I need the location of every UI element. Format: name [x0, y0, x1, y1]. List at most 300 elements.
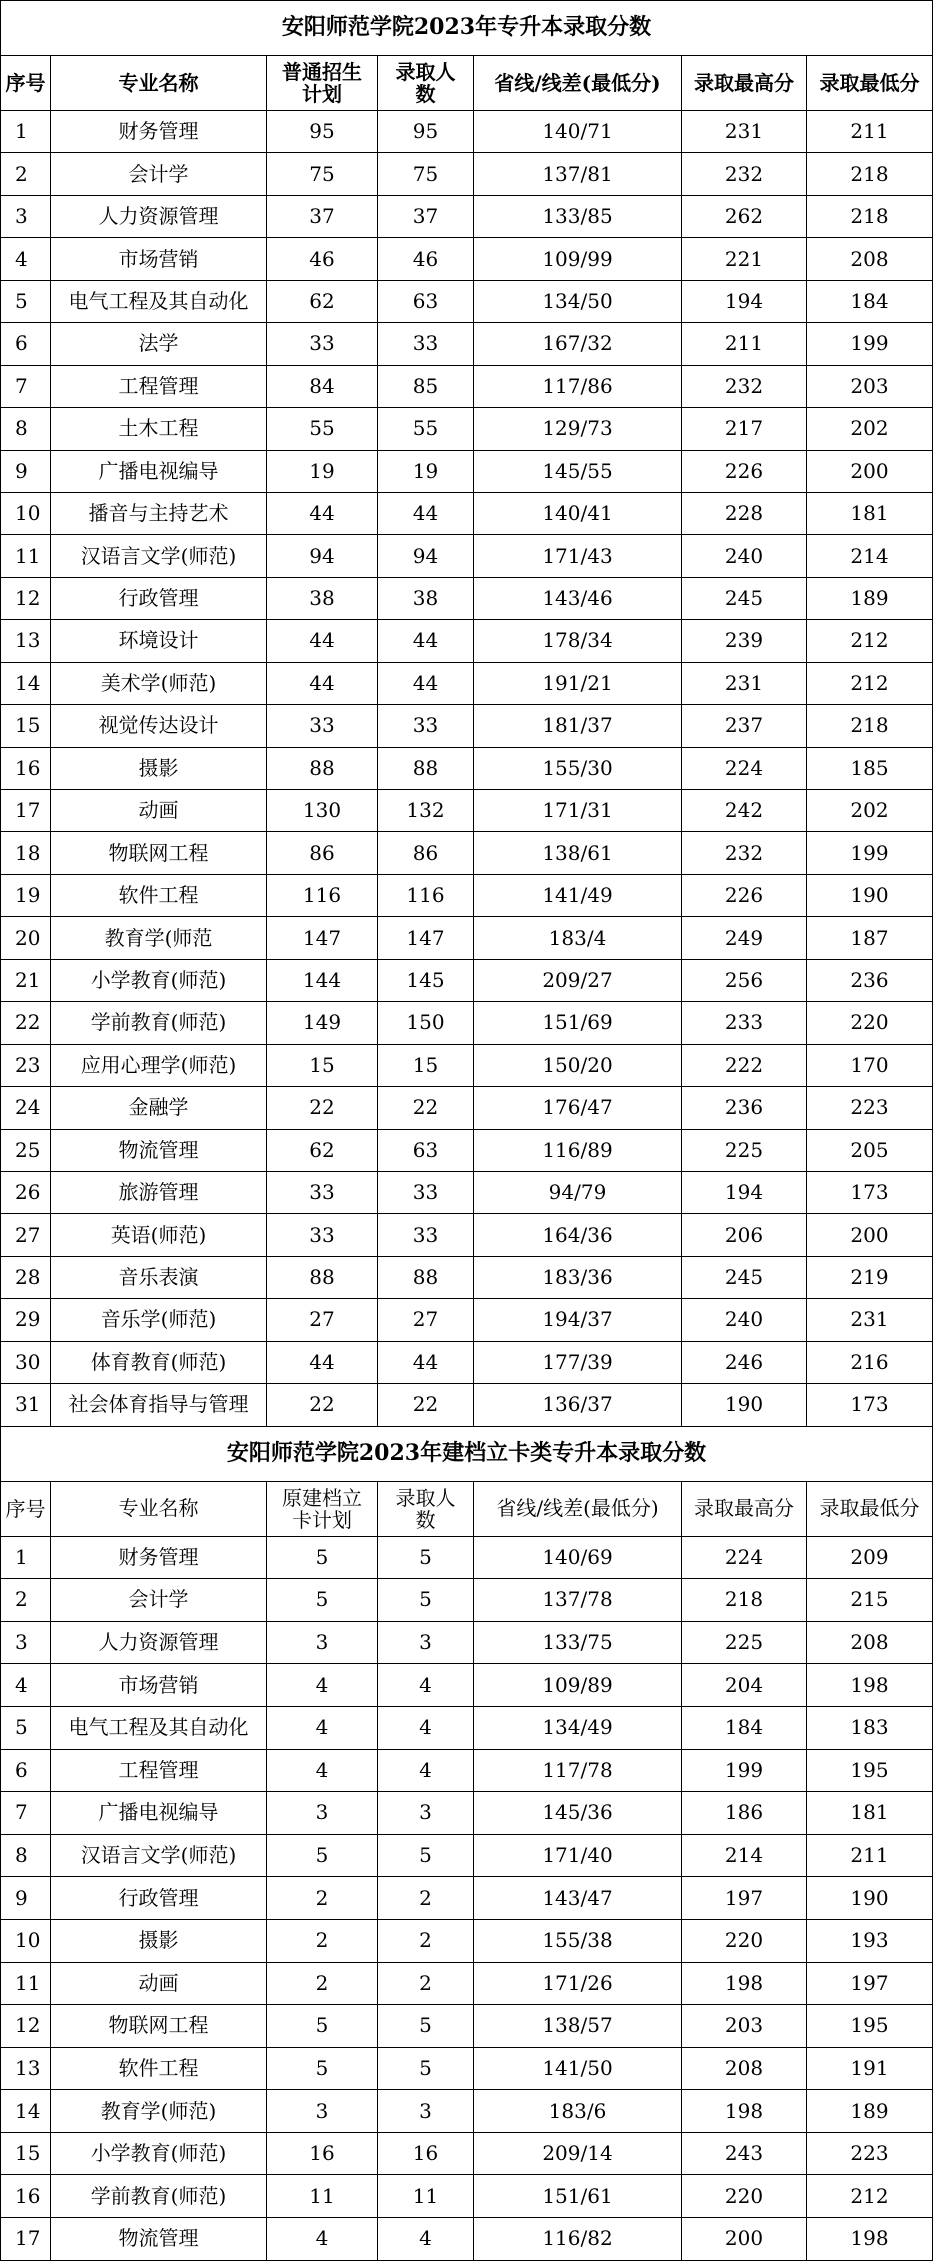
cell-line-diff: 171/26 [474, 1962, 682, 2005]
cell-min-score: 199 [807, 323, 933, 365]
cell-line-diff: 140/41 [474, 492, 682, 534]
cell-admitted: 88 [378, 747, 474, 789]
header-line-diff: 省线/线差(最低分) [474, 56, 682, 111]
cell-line-diff: 209/14 [474, 2132, 682, 2175]
cell-line-diff: 138/57 [474, 2005, 682, 2048]
cell-plan: 5 [267, 2005, 378, 2048]
cell-min-score: 218 [807, 705, 933, 747]
cell-seq: 23 [1, 1044, 51, 1086]
cell-admitted: 33 [378, 1214, 474, 1256]
cell-major: 学前教育(师范) [51, 2175, 267, 2218]
cell-min-score: 199 [807, 832, 933, 874]
cell-line-diff: 178/34 [474, 620, 682, 662]
cell-plan: 11 [267, 2175, 378, 2218]
table-row [1, 1919, 933, 1962]
cell-line-diff: 137/81 [474, 153, 682, 195]
cell-seq: 24 [1, 1087, 51, 1129]
table-row [1, 1087, 933, 1129]
cell-major: 工程管理 [51, 1749, 267, 1792]
cell-plan: 84 [267, 365, 378, 407]
cell-major: 会计学 [51, 1579, 267, 1622]
table-title: 安阳师范学院2023年建档立卡类专升本录取分数 [1, 1426, 933, 1481]
cell-max-score: 225 [682, 1129, 807, 1171]
cell-major: 汉语言文学(师范) [51, 535, 267, 577]
cell-major: 旅游管理 [51, 1171, 267, 1213]
cell-seq: 14 [1, 2090, 51, 2133]
cell-plan: 33 [267, 705, 378, 747]
cell-plan: 44 [267, 492, 378, 534]
cell-admitted: 44 [378, 1341, 474, 1383]
cell-major: 英语(师范) [51, 1214, 267, 1256]
cell-plan: 3 [267, 2090, 378, 2133]
cell-max-score: 199 [682, 1749, 807, 1792]
cell-major: 行政管理 [51, 1877, 267, 1920]
cell-major: 市场营销 [51, 238, 267, 280]
cell-max-score: 220 [682, 2175, 807, 2218]
table-row [1, 1129, 933, 1171]
cell-min-score: 195 [807, 2005, 933, 2048]
cell-seq: 4 [1, 238, 51, 280]
table-row [1, 2047, 933, 2090]
cell-seq: 8 [1, 408, 51, 450]
cell-admitted: 3 [378, 1792, 474, 1835]
cell-plan: 5 [267, 2047, 378, 2090]
cell-admitted: 37 [378, 195, 474, 237]
cell-seq: 17 [1, 790, 51, 832]
table-title: 安阳师范学院2023年专升本录取分数 [1, 1, 933, 56]
cell-min-score: 212 [807, 662, 933, 704]
cell-plan: 44 [267, 662, 378, 704]
table-row [1, 917, 933, 959]
cell-admitted: 4 [378, 1749, 474, 1792]
cell-min-score: 190 [807, 1877, 933, 1920]
cell-plan: 38 [267, 577, 378, 619]
cell-major: 学前教育(师范) [51, 1002, 267, 1044]
cell-line-diff: 109/89 [474, 1664, 682, 1707]
cell-major: 法学 [51, 323, 267, 365]
header-max-score: 录取最高分 [682, 1481, 807, 1536]
cell-admitted: 2 [378, 1962, 474, 2005]
cell-plan: 46 [267, 238, 378, 280]
cell-min-score: 214 [807, 535, 933, 577]
cell-line-diff: 167/32 [474, 323, 682, 365]
cell-admitted: 145 [378, 959, 474, 1001]
cell-plan: 22 [267, 1384, 378, 1426]
cell-plan: 27 [267, 1299, 378, 1341]
cell-max-score: 245 [682, 577, 807, 619]
cell-major: 软件工程 [51, 874, 267, 916]
cell-line-diff: 137/78 [474, 1579, 682, 1622]
cell-line-diff: 140/71 [474, 111, 682, 153]
cell-seq: 13 [1, 620, 51, 662]
table-row [1, 620, 933, 662]
cell-seq: 15 [1, 2132, 51, 2175]
cell-seq: 7 [1, 365, 51, 407]
cell-min-score: 211 [807, 111, 933, 153]
cell-plan: 55 [267, 408, 378, 450]
cell-max-score: 237 [682, 705, 807, 747]
cell-max-score: 240 [682, 535, 807, 577]
cell-seq: 26 [1, 1171, 51, 1213]
cell-min-score: 208 [807, 238, 933, 280]
cell-major: 摄影 [51, 1919, 267, 1962]
table-row [1, 1299, 933, 1341]
section2-header-row [1, 1481, 933, 1536]
cell-line-diff: 150/20 [474, 1044, 682, 1086]
table-row [1, 2090, 933, 2133]
cell-min-score: 195 [807, 1749, 933, 1792]
table-row [1, 1214, 933, 1256]
cell-min-score: 218 [807, 153, 933, 195]
cell-plan: 130 [267, 790, 378, 832]
table-row [1, 1002, 933, 1044]
cell-plan: 44 [267, 1341, 378, 1383]
cell-seq: 9 [1, 450, 51, 492]
cell-min-score: 189 [807, 2090, 933, 2133]
cell-seq: 11 [1, 1962, 51, 2005]
cell-max-score: 204 [682, 1664, 807, 1707]
cell-admitted: 5 [378, 1579, 474, 1622]
cell-line-diff: 145/55 [474, 450, 682, 492]
cell-plan: 37 [267, 195, 378, 237]
cell-admitted: 22 [378, 1087, 474, 1129]
table-row [1, 662, 933, 704]
cell-seq: 30 [1, 1341, 51, 1383]
cell-admitted: 94 [378, 535, 474, 577]
cell-min-score: 236 [807, 959, 933, 1001]
cell-seq: 6 [1, 1749, 51, 1792]
cell-major: 电气工程及其自动化 [51, 1706, 267, 1749]
cell-max-score: 242 [682, 790, 807, 832]
cell-line-diff: 143/47 [474, 1877, 682, 1920]
cell-min-score: 202 [807, 790, 933, 832]
cell-admitted: 63 [378, 1129, 474, 1171]
cell-min-score: 181 [807, 1792, 933, 1835]
cell-seq: 25 [1, 1129, 51, 1171]
cell-line-diff: 181/37 [474, 705, 682, 747]
cell-major: 小学教育(师范) [51, 2132, 267, 2175]
cell-seq: 3 [1, 1621, 51, 1664]
cell-admitted: 44 [378, 662, 474, 704]
cell-seq: 10 [1, 1919, 51, 1962]
cell-min-score: 181 [807, 492, 933, 534]
cell-major: 视觉传达设计 [51, 705, 267, 747]
table-row [1, 577, 933, 619]
table-row [1, 2175, 933, 2218]
cell-min-score: 202 [807, 408, 933, 450]
table-row [1, 959, 933, 1001]
cell-line-diff: 136/37 [474, 1384, 682, 1426]
cell-min-score: 219 [807, 1256, 933, 1298]
cell-seq: 21 [1, 959, 51, 1001]
cell-line-diff: 183/36 [474, 1256, 682, 1298]
cell-plan: 3 [267, 1792, 378, 1835]
cell-major: 动画 [51, 1962, 267, 2005]
cell-plan: 33 [267, 1171, 378, 1213]
cell-line-diff: 171/40 [474, 1834, 682, 1877]
cell-plan: 4 [267, 1706, 378, 1749]
cell-max-score: 214 [682, 1834, 807, 1877]
table-row [1, 2005, 933, 2048]
cell-min-score: 183 [807, 1706, 933, 1749]
cell-line-diff: 164/36 [474, 1214, 682, 1256]
cell-major: 金融学 [51, 1087, 267, 1129]
cell-plan: 19 [267, 450, 378, 492]
cell-major: 物联网工程 [51, 832, 267, 874]
cell-admitted: 86 [378, 832, 474, 874]
cell-plan: 4 [267, 1749, 378, 1792]
cell-plan: 44 [267, 620, 378, 662]
table-row [1, 1621, 933, 1664]
cell-plan: 5 [267, 1579, 378, 1622]
cell-line-diff: 177/39 [474, 1341, 682, 1383]
cell-min-score: 216 [807, 1341, 933, 1383]
cell-min-score: 184 [807, 280, 933, 322]
cell-max-score: 220 [682, 1919, 807, 1962]
cell-admitted: 85 [378, 365, 474, 407]
cell-plan: 149 [267, 1002, 378, 1044]
cell-plan: 5 [267, 1536, 378, 1579]
cell-min-score: 193 [807, 1919, 933, 1962]
cell-max-score: 243 [682, 2132, 807, 2175]
cell-major: 社会体育指导与管理 [51, 1384, 267, 1426]
cell-max-score: 232 [682, 365, 807, 407]
cell-major: 市场营销 [51, 1664, 267, 1707]
cell-major: 汉语言文学(师范) [51, 1834, 267, 1877]
cell-min-score: 200 [807, 450, 933, 492]
cell-max-score: 200 [682, 2218, 807, 2261]
table-row [1, 705, 933, 747]
table-row [1, 280, 933, 322]
cell-max-score: 218 [682, 1579, 807, 1622]
cell-seq: 2 [1, 1579, 51, 1622]
cell-seq: 22 [1, 1002, 51, 1044]
table-row [1, 1044, 933, 1086]
table-row [1, 2218, 933, 2261]
cell-min-score: 205 [807, 1129, 933, 1171]
header-seq: 序号 [1, 1481, 51, 1536]
cell-min-score: 220 [807, 1002, 933, 1044]
table-row [1, 747, 933, 789]
section2-title-row [1, 1426, 933, 1481]
cell-line-diff: 138/61 [474, 832, 682, 874]
cell-seq: 19 [1, 874, 51, 916]
section1-header-row [1, 56, 933, 111]
table-row [1, 1341, 933, 1383]
cell-max-score: 203 [682, 2005, 807, 2048]
cell-min-score: 200 [807, 1214, 933, 1256]
cell-line-diff: 116/82 [474, 2218, 682, 2261]
cell-min-score: 212 [807, 620, 933, 662]
cell-min-score: 203 [807, 365, 933, 407]
cell-admitted: 15 [378, 1044, 474, 1086]
cell-admitted: 27 [378, 1299, 474, 1341]
cell-max-score: 224 [682, 747, 807, 789]
cell-seq: 20 [1, 917, 51, 959]
cell-seq: 18 [1, 832, 51, 874]
table-row [1, 153, 933, 195]
table-row [1, 1706, 933, 1749]
cell-max-score: 194 [682, 1171, 807, 1213]
cell-max-score: 198 [682, 1962, 807, 2005]
cell-major: 音乐表演 [51, 1256, 267, 1298]
cell-seq: 2 [1, 153, 51, 195]
table-row [1, 492, 933, 534]
cell-max-score: 226 [682, 874, 807, 916]
cell-admitted: 22 [378, 1384, 474, 1426]
cell-line-diff: 183/4 [474, 917, 682, 959]
cell-admitted: 3 [378, 2090, 474, 2133]
cell-max-score: 197 [682, 1877, 807, 1920]
cell-line-diff: 145/36 [474, 1792, 682, 1835]
cell-plan: 33 [267, 323, 378, 365]
cell-max-score: 231 [682, 111, 807, 153]
cell-plan: 2 [267, 1877, 378, 1920]
cell-major: 行政管理 [51, 577, 267, 619]
cell-admitted: 33 [378, 705, 474, 747]
header-plan: 普通招生计划 [267, 56, 378, 111]
cell-admitted: 44 [378, 620, 474, 662]
cell-plan: 4 [267, 1664, 378, 1707]
cell-admitted: 19 [378, 450, 474, 492]
cell-min-score: 231 [807, 1299, 933, 1341]
cell-seq: 5 [1, 1706, 51, 1749]
cell-major: 广播电视编导 [51, 1792, 267, 1835]
cell-seq: 29 [1, 1299, 51, 1341]
cell-max-score: 217 [682, 408, 807, 450]
cell-max-score: 232 [682, 832, 807, 874]
cell-max-score: 245 [682, 1256, 807, 1298]
cell-major: 物流管理 [51, 2218, 267, 2261]
cell-min-score: 185 [807, 747, 933, 789]
cell-max-score: 256 [682, 959, 807, 1001]
cell-seq: 6 [1, 323, 51, 365]
cell-line-diff: 155/38 [474, 1919, 682, 1962]
table-row [1, 790, 933, 832]
cell-plan: 62 [267, 1129, 378, 1171]
cell-line-diff: 140/69 [474, 1536, 682, 1579]
cell-admitted: 63 [378, 280, 474, 322]
cell-min-score: 187 [807, 917, 933, 959]
cell-max-score: 225 [682, 1621, 807, 1664]
cell-seq: 10 [1, 492, 51, 534]
table-row [1, 535, 933, 577]
cell-admitted: 4 [378, 1664, 474, 1707]
table-row [1, 2132, 933, 2175]
cell-admitted: 33 [378, 323, 474, 365]
cell-seq: 14 [1, 662, 51, 704]
cell-max-score: 184 [682, 1706, 807, 1749]
cell-plan: 4 [267, 2218, 378, 2261]
cell-min-score: 209 [807, 1536, 933, 1579]
cell-admitted: 4 [378, 1706, 474, 1749]
cell-admitted: 5 [378, 1536, 474, 1579]
cell-max-score: 228 [682, 492, 807, 534]
cell-admitted: 5 [378, 1834, 474, 1877]
cell-min-score: 189 [807, 577, 933, 619]
cell-line-diff: 171/43 [474, 535, 682, 577]
cell-major: 教育学(师范) [51, 2090, 267, 2133]
table-row [1, 365, 933, 407]
cell-major: 电气工程及其自动化 [51, 280, 267, 322]
cell-seq: 12 [1, 2005, 51, 2048]
cell-max-score: 198 [682, 2090, 807, 2133]
cell-max-score: 221 [682, 238, 807, 280]
cell-min-score: 173 [807, 1171, 933, 1213]
cell-min-score: 198 [807, 1664, 933, 1707]
cell-major: 摄影 [51, 747, 267, 789]
cell-seq: 1 [1, 1536, 51, 1579]
cell-seq: 16 [1, 2175, 51, 2218]
cell-min-score: 212 [807, 2175, 933, 2218]
cell-seq: 4 [1, 1664, 51, 1707]
table-row [1, 1171, 933, 1213]
cell-major: 体育教育(师范) [51, 1341, 267, 1383]
cell-seq: 31 [1, 1384, 51, 1426]
cell-admitted: 147 [378, 917, 474, 959]
cell-line-diff: 171/31 [474, 790, 682, 832]
cell-min-score: 211 [807, 1834, 933, 1877]
table-row [1, 1834, 933, 1877]
cell-min-score: 208 [807, 1621, 933, 1664]
cell-major: 财务管理 [51, 1536, 267, 1579]
table-row [1, 1664, 933, 1707]
cell-seq: 27 [1, 1214, 51, 1256]
cell-min-score: 170 [807, 1044, 933, 1086]
cell-max-score: 262 [682, 195, 807, 237]
cell-seq: 8 [1, 1834, 51, 1877]
table-row [1, 1536, 933, 1579]
cell-admitted: 75 [378, 153, 474, 195]
cell-line-diff: 133/75 [474, 1621, 682, 1664]
cell-admitted: 16 [378, 2132, 474, 2175]
header-major: 专业名称 [51, 1481, 267, 1536]
table-row [1, 1256, 933, 1298]
table-row [1, 1962, 933, 2005]
cell-min-score: 218 [807, 195, 933, 237]
cell-seq: 13 [1, 2047, 51, 2090]
table-row [1, 832, 933, 874]
cell-seq: 7 [1, 1792, 51, 1835]
cell-line-diff: 209/27 [474, 959, 682, 1001]
cell-seq: 11 [1, 535, 51, 577]
cell-plan: 22 [267, 1087, 378, 1129]
cell-line-diff: 143/46 [474, 577, 682, 619]
cell-major: 工程管理 [51, 365, 267, 407]
cell-admitted: 116 [378, 874, 474, 916]
cell-major: 会计学 [51, 153, 267, 195]
cell-line-diff: 151/61 [474, 2175, 682, 2218]
cell-line-diff: 117/86 [474, 365, 682, 407]
cell-major: 环境设计 [51, 620, 267, 662]
cell-major: 物联网工程 [51, 2005, 267, 2048]
cell-plan: 2 [267, 1962, 378, 2005]
cell-admitted: 55 [378, 408, 474, 450]
cell-major: 人力资源管理 [51, 195, 267, 237]
cell-min-score: 197 [807, 1962, 933, 2005]
table-row [1, 1579, 933, 1622]
cell-major: 人力资源管理 [51, 1621, 267, 1664]
cell-max-score: 211 [682, 323, 807, 365]
cell-plan: 88 [267, 747, 378, 789]
cell-seq: 17 [1, 2218, 51, 2261]
cell-max-score: 226 [682, 450, 807, 492]
cell-max-score: 190 [682, 1384, 807, 1426]
cell-major: 动画 [51, 790, 267, 832]
cell-max-score: 206 [682, 1214, 807, 1256]
cell-max-score: 246 [682, 1341, 807, 1383]
cell-admitted: 95 [378, 111, 474, 153]
